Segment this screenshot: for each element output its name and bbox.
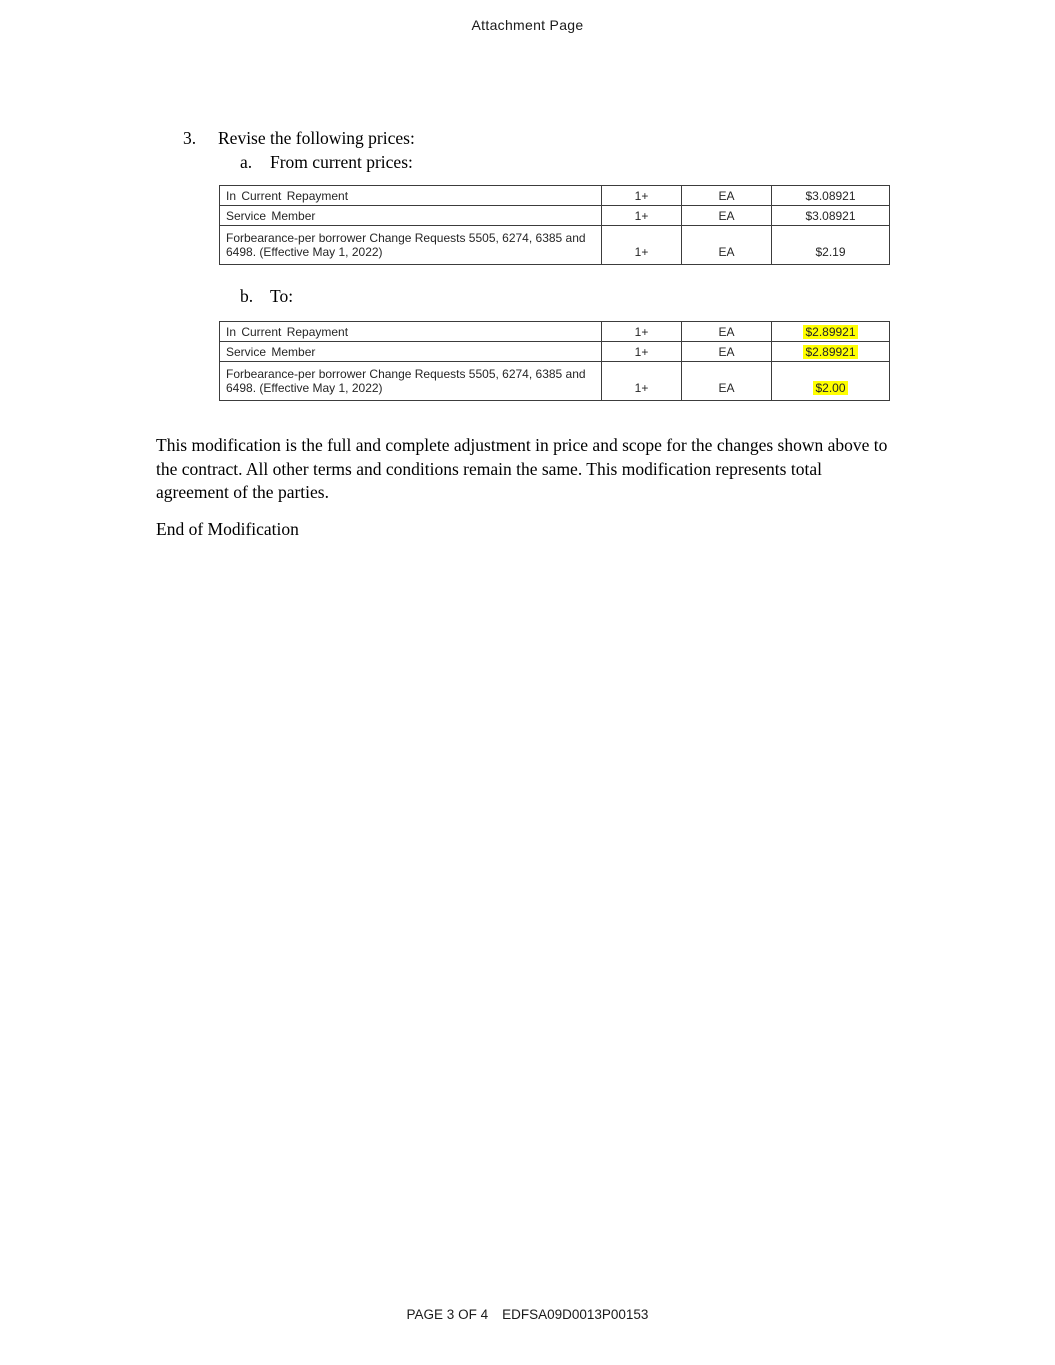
quantity-cell: 1+ — [602, 342, 682, 362]
price-value: $2.19 — [815, 245, 846, 259]
section-3 — [183, 127, 415, 174]
price-value-highlighted: $2.89921 — [805, 324, 856, 339]
subsection-a — [240, 151, 415, 174]
price-cell — [772, 186, 890, 206]
quantity-cell: 1+ — [602, 362, 682, 401]
item-description-cell: Forbearance-per borrower Change Requests 5505, 6274, 6385 and 6498. (Effective May 1, 2022) — [220, 362, 602, 401]
unit-cell: EA — [682, 206, 772, 226]
subsection-b — [240, 286, 293, 307]
item-description-cell: Forbearance-per borrower Change Requests 5505, 6274, 6385 and 6498. (Effective May 1, 2022) — [220, 226, 602, 265]
subsection-a-letter: a. — [240, 152, 253, 172]
price-cell — [772, 226, 890, 265]
section-number: 3. — [183, 128, 197, 148]
price-value: $3.08921 — [805, 188, 856, 203]
unit-cell: EA — [682, 322, 772, 342]
price-cell — [772, 362, 890, 401]
quantity-cell: 1+ — [602, 322, 682, 342]
footer-page-label: PAGE 3 OF 4 — [406, 1307, 489, 1322]
closing-paragraph: This modification is the full and complete adjustment in price and scope for the changes shown above to the contract. All other terms and conditions remain the same. This modification represents total agreement of the parties. — [156, 435, 888, 502]
page-header-title: Attachment Page — [471, 17, 584, 33]
footer-document-number: EDFSA09D0013P00153 — [502, 1307, 649, 1322]
table-row — [220, 186, 890, 206]
table-row — [220, 226, 890, 265]
end-of-modification-note: End of Modification — [156, 519, 299, 539]
table-row — [220, 206, 890, 226]
unit-cell: EA — [682, 226, 772, 265]
subsection-b-letter: b. — [240, 286, 254, 306]
unit-cell: EA — [682, 342, 772, 362]
section-title: Revise the following prices: — [218, 128, 415, 148]
quantity-cell: 1+ — [602, 206, 682, 226]
quantity-cell: 1+ — [602, 226, 682, 265]
unit-cell: EA — [682, 362, 772, 401]
item-description-cell: Service Member — [220, 342, 602, 362]
price-value-highlighted: $2.00 — [815, 381, 846, 395]
from-prices-table — [219, 185, 890, 265]
item-description-cell: In Current Repayment — [220, 322, 602, 342]
item-description-cell: Service Member — [220, 206, 602, 226]
unit-cell: EA — [682, 186, 772, 206]
price-cell — [772, 206, 890, 226]
subsection-b-label: To: — [270, 286, 294, 306]
table-row — [220, 362, 890, 401]
section-3-heading — [183, 127, 415, 150]
subsection-a-label: From current prices: — [270, 152, 413, 172]
table-row — [220, 322, 890, 342]
item-description-cell: In Current Repayment — [220, 186, 602, 206]
price-cell — [772, 342, 890, 362]
price-value: $3.08921 — [805, 208, 856, 223]
price-value-highlighted: $2.89921 — [805, 344, 856, 359]
quantity-cell: 1+ — [602, 186, 682, 206]
to-prices-table — [219, 321, 890, 401]
price-cell — [772, 322, 890, 342]
page-footer — [0, 1307, 1055, 1322]
table-row — [220, 342, 890, 362]
